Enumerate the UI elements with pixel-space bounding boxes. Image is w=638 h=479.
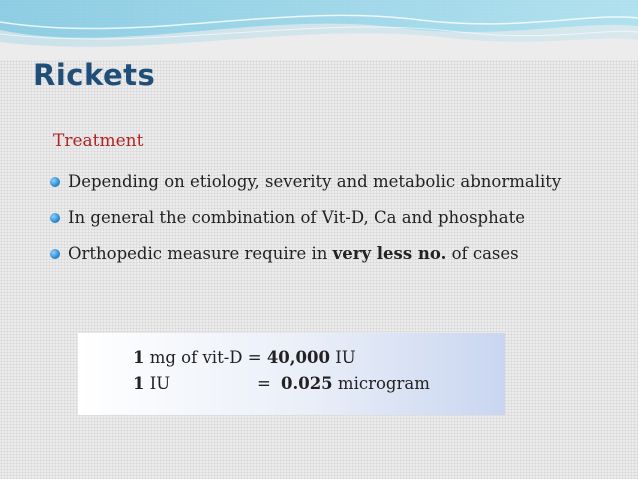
bullet-dot-icon <box>50 249 60 259</box>
bullet-dot-icon <box>50 213 60 223</box>
bullet-text: Depending on etiology, severity and metabolic abnormality <box>68 172 562 191</box>
bullet-text: Orthopedic measure require in <box>68 244 333 263</box>
conversion-line-vitd <box>133 348 356 367</box>
conversion-box <box>78 333 505 415</box>
conversion-unit: mg of vit-D = <box>144 348 267 367</box>
bullet-text: In general the combination of Vit-D, Ca and phosphate <box>68 208 525 227</box>
bullet-item <box>50 206 610 230</box>
decorative-wave-band <box>0 0 638 60</box>
conversion-equals: = <box>257 374 271 393</box>
conversion-suffix: microgram <box>332 374 430 393</box>
conversion-value: 0.025 <box>281 374 333 393</box>
conversion-num: 1 <box>133 374 145 393</box>
bullet-bold-text: very less no. <box>332 244 447 263</box>
slide-title: Rickets <box>33 58 156 92</box>
slide-subtitle: Treatment <box>53 131 144 151</box>
conversion-suffix: IU <box>329 348 356 367</box>
conversion-num: 1 <box>133 348 145 367</box>
wave-graphic <box>0 0 638 60</box>
bullet-item <box>50 170 610 194</box>
bullet-item <box>50 242 610 266</box>
conversion-line-iu <box>133 374 430 393</box>
bullet-dot-icon <box>50 177 60 187</box>
bullet-text-after: of cases <box>446 244 519 263</box>
conversion-unit: IU <box>144 374 171 393</box>
conversion-value: 40,000 <box>266 348 330 367</box>
bullet-list <box>50 170 610 278</box>
